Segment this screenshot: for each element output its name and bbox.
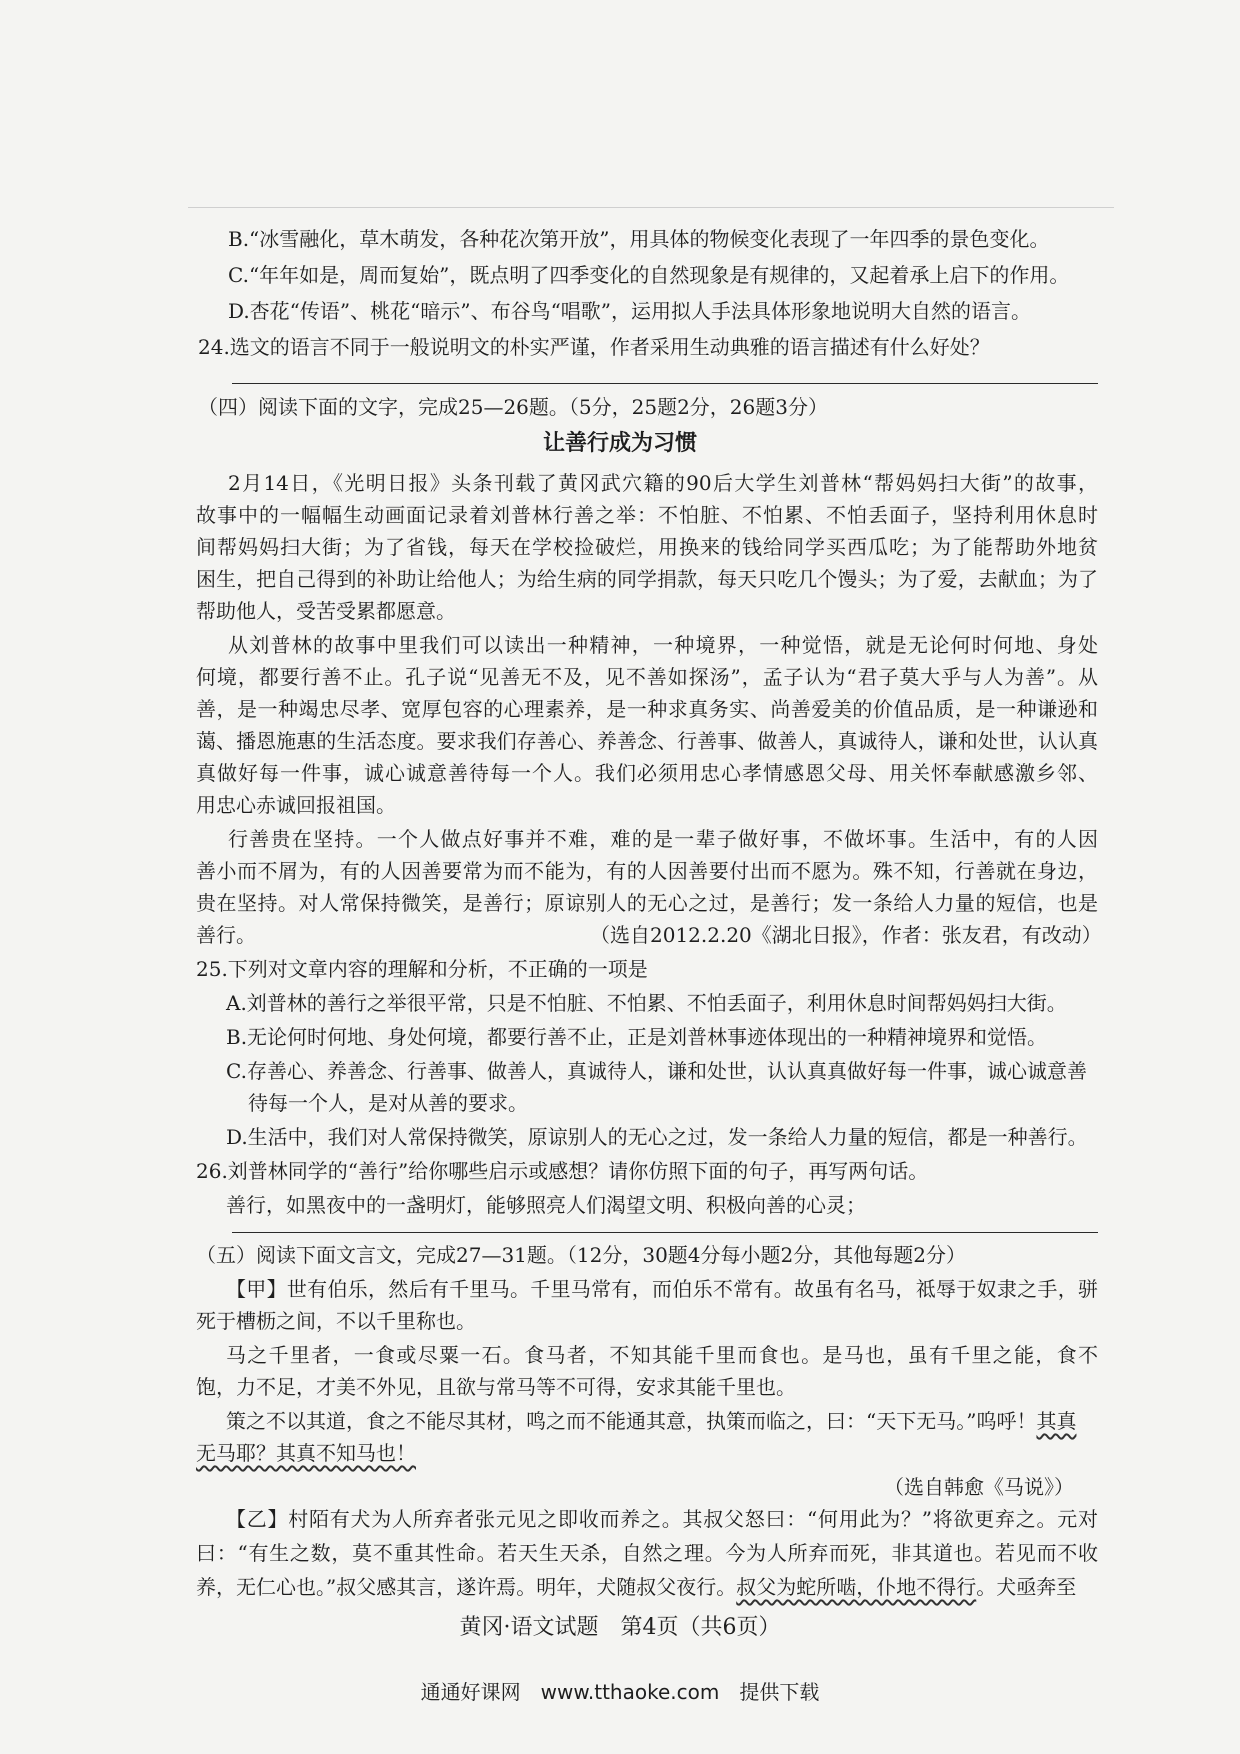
paragraph-line: 善，是一种竭忠尽孝、宽厚包容的心理素养，是一种求真务实、尚善爱美的价值品质，是一种谦逊和: [196, 697, 1098, 721]
classical-line: [226, 1408, 1076, 1434]
paragraph-line: 用忠心赤诚回报祖国。: [196, 793, 396, 817]
paragraph-line: 从刘普林的故事中里我们可以读出一种精神，一种境界，一种觉悟，就是无论何时何地、身处: [228, 633, 1098, 657]
classical-text: 养，无仁心也。”叔父感其言，遂许焉。明年，犬随叔父夜行。: [196, 1575, 737, 1599]
article-title: 让善行成为习惯: [542, 430, 697, 456]
classical-line: 马之千里者，一食或尽粟一石。食马者，不知其能千里而食也。是马也，虽有千里之能，食不: [226, 1343, 1098, 1367]
q25-option-c-cont: 待每一个人，是对从善的要求。: [248, 1091, 528, 1115]
paragraph-line: 间帮妈妈扫大街；为了省钱，每天在学校捡破烂，用换来的钱给同学买西瓜吃；为了能帮助外地贫: [196, 535, 1098, 559]
option-d-prev: D.杏花“传语”、桃花“暗示”、布谷鸟“唱歌”，运用拟人手法具体形象地说明大自然的语言。: [228, 299, 1032, 323]
paragraph-line: 真做好每一件事，诚心诚意善待每一个人。我们必须用忠心孝情感恩父母、用关怀奉献感激乡邻、: [196, 761, 1098, 785]
wavy-underlined-text: 无马耶？其真不知马也！: [196, 1441, 416, 1465]
q25-option-d: D.生活中，我们对人常保持微笑，原谅别人的无心之过，发一条给人力量的短信，都是一种善行。: [226, 1125, 1088, 1149]
download-credit: 通通好课网 www.tthaoke.com 提供下载: [420, 1680, 820, 1704]
paragraph-line: 善小而不屑为，有的人因善要常为而不能为，有的人因善要付出而不愿为。殊不知，行善就在身边，: [196, 859, 1098, 883]
section5-heading: （五）阅读下面文言文，完成27—31题。（12分，30题4分每小题2分，其他每题2分）: [196, 1243, 966, 1267]
paragraph-line: 贵在坚持。对人常保持微笑，是善行；原谅别人的无心之过，是善行；发一条给人力量的短信，也是: [196, 891, 1098, 915]
q25-option-a: A.刘普林的善行之举很平常，只是不怕脏、不怕累、不怕丢面子，利用休息时间帮妈妈扫大街。: [226, 991, 1067, 1015]
paragraph-line: 2月14日，《光明日报》头条刊载了黄冈武穴籍的90后大学生刘普林“帮妈妈扫大街”的故事，: [228, 471, 1098, 495]
wavy-underlined-text: 叔父为蛇所啮，仆地不得行: [736, 1575, 977, 1599]
classical-line: 【甲】世有伯乐，然后有千里马。千里马常有，而伯乐不常有。故虽有名马，祗辱于奴隶之手，骈: [226, 1277, 1098, 1301]
classical-line: 【乙】村陌有犬为人所弃者张元见之即收而养之。其叔父怒曰：“何用此为？”将欲更弃之。元对: [226, 1507, 1098, 1531]
article-source: （选自2012.2.20《湖北日报》，作者：张友君，有改动）: [590, 923, 1102, 947]
top-divider: [188, 207, 1114, 208]
paragraph-line: 困生，把自己得到的补助让给他人；为给生病的同学捐款，每天只吃几个馒头；为了爱，去献血；为了: [196, 567, 1098, 591]
answer-line-24: [232, 383, 1098, 384]
classical-text: 策之不以其道，食之不能尽其材，鸣之而不能通其意，执策而临之，曰：“天下无马。”呜呼！: [226, 1409, 1037, 1433]
question-26: 26.刘普林同学的“善行”给你哪些启示或感想？请你仿照下面的句子，再写两句话。: [196, 1159, 929, 1183]
classical-line: [196, 1574, 1076, 1600]
answer-line-26: [232, 1232, 1098, 1233]
option-b-prev: B.“冰雪融化，草木萌发，各种花次第开放”，用具体的物候变化表现了一年四季的景色变化。: [228, 227, 1050, 251]
q25-option-b: B.无论何时何地、身处何境，都要行善不止，正是刘普林事迹体现出的一种精神境界和觉悟。: [226, 1025, 1048, 1049]
wavy-underlined-text: 其真: [1036, 1409, 1077, 1433]
paragraph-line: 善行。: [196, 923, 256, 947]
classical-line: 死于槽枥之间，不以千里称也。: [196, 1309, 476, 1333]
q26-example: 善行，如黑夜中的一盏明灯，能够照亮人们渴望文明、积极向善的心灵；: [226, 1193, 866, 1217]
classical-line: 曰：“有生之数，莫不重其性命。若天生天杀，自然之理。今为人所弃而死，非其道也。若见而不收: [196, 1541, 1098, 1565]
classical-text: 。犬亟奔至: [976, 1575, 1077, 1599]
question-25: 25.下列对文章内容的理解和分析，不正确的一项是: [196, 957, 648, 981]
classical-line: 饱，力不足，才美不外见，且欲与常马等不可得，安求其能千里也。: [196, 1375, 796, 1399]
classical-line: [196, 1440, 416, 1466]
paragraph-line: 何境，都要行善不止。孔子说“见善无不及，见不善如探汤”，孟子认为“君子莫大乎与人为善”。从: [196, 665, 1098, 689]
paragraph-line: 行善贵在坚持。一个人做点好事并不难，难的是一辈子做好事，不做坏事。生活中，有的人因: [228, 827, 1098, 851]
q25-option-c: C.存善心、养善念、行善事、做善人，真诚待人，谦和处世，认认真真做好每一件事，诚心诚意善: [226, 1059, 1087, 1083]
page-footer: 黄冈·语文试题 第4页（共6页）: [459, 1615, 781, 1640]
paragraph-line: 故事中的一幅幅生动画面记录着刘普林行善之举：不怕脏、不怕累、不怕丢面子，坚持利用休息时: [196, 503, 1098, 527]
section4-heading: （四）阅读下面的文字，完成25—26题。（5分，25题2分，26题3分）: [198, 395, 828, 419]
question-24: 24.选文的语言不同于一般说明文的朴实严谨，作者采用生动典雅的语言描述有什么好处？: [198, 335, 990, 359]
paragraph-line: 蔼、播恩施惠的生活态度。要求我们存善心、养善念、行善事、做善人，真诚待人，谦和处世，认认真: [196, 729, 1098, 753]
jia-source: （选自韩愈《马说》）: [884, 1475, 1074, 1499]
paragraph-line: 帮助他人，受苦受累都愿意。: [196, 599, 456, 623]
option-c-prev: C.“年年如是，周而复始”，既点明了四季变化的自然现象是有规律的，又起着承上启下的作用。: [228, 263, 1070, 287]
